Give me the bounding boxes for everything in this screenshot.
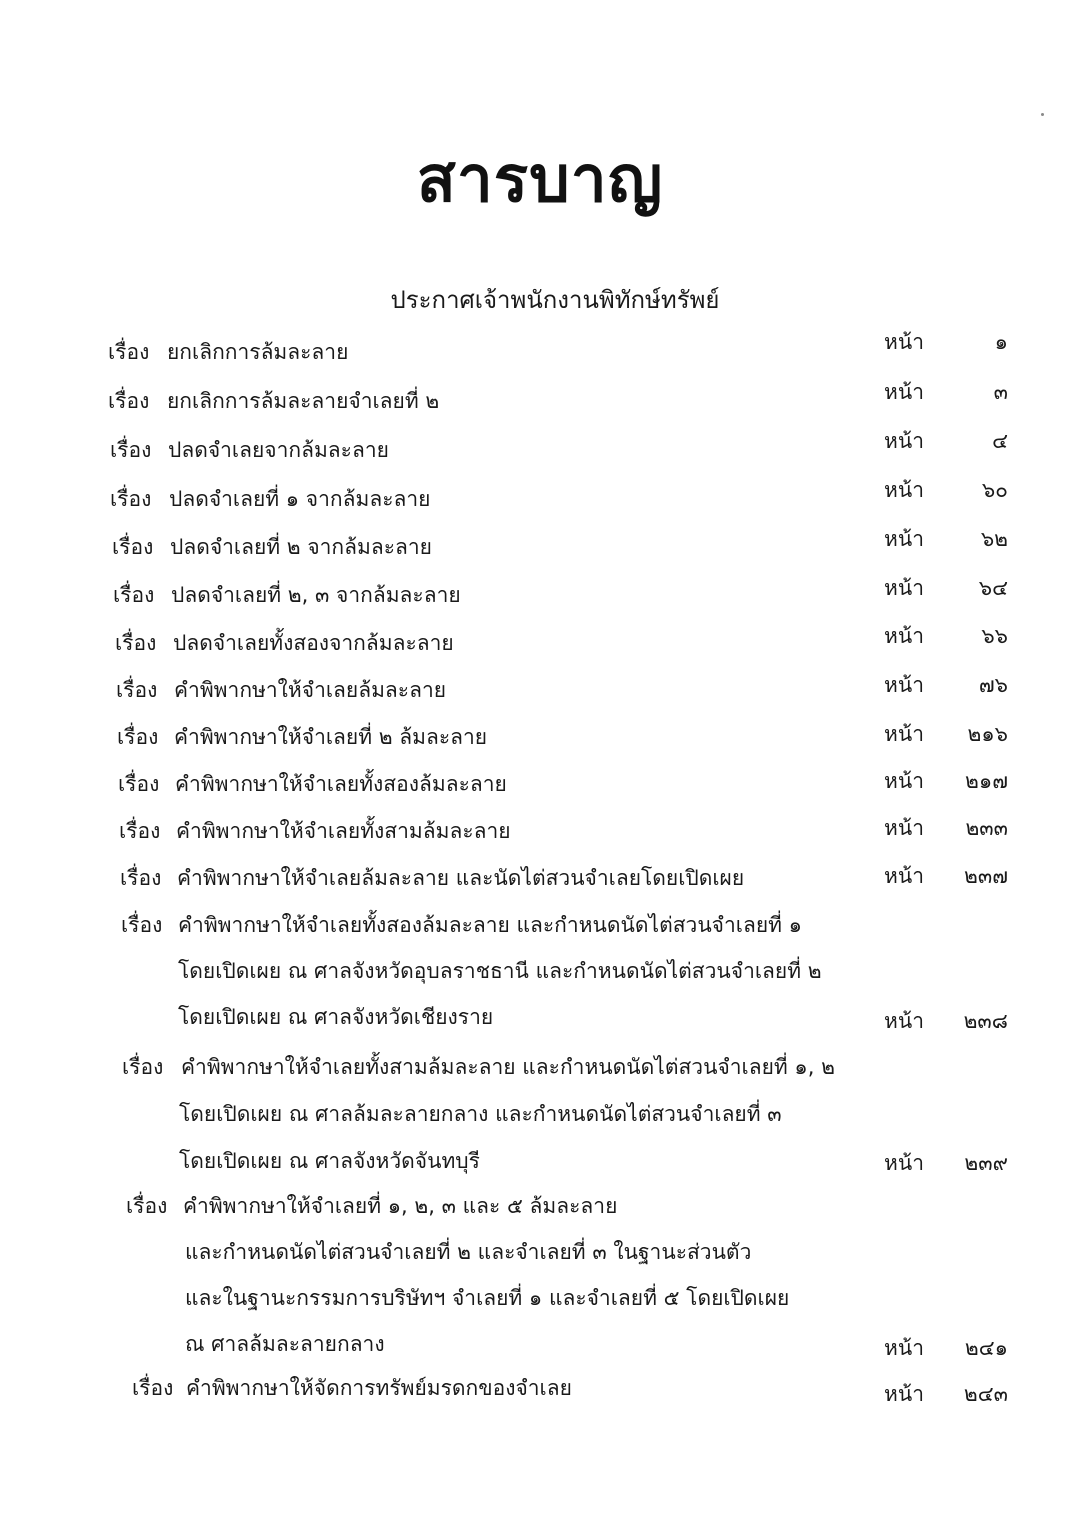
toc-page-number: ๒๑๖ — [967, 722, 1008, 746]
toc-page-number: ๖๔ — [978, 576, 1008, 600]
toc-page-number: ๒๓๙ — [964, 1151, 1008, 1175]
toc-page-label: หน้า — [884, 1151, 924, 1175]
toc-entry-label: เรื่อง — [119, 819, 161, 843]
toc-entry-text: ปลดจำเลยที่ ๑ จากล้มละลาย — [169, 487, 431, 511]
toc-page-label: หน้า — [884, 722, 924, 746]
toc-entry-text: ยกเลิกการล้มละลายจำเลยที่ ๒ — [167, 389, 440, 413]
toc-page-number: ๒๓๓ — [965, 816, 1008, 840]
toc-entry-text: คำพิพากษาให้จัดการทรัพย์มรดกของจำเลย — [186, 1376, 572, 1400]
toc-entry-text: ปลดจำเลยที่ ๒ จากล้มละลาย — [170, 535, 432, 559]
toc-entry-text: และกำหนดนัดไต่สวนจำเลยที่ ๒ และจำเลยที่ ๓ ในฐานะส่วนตัว — [185, 1240, 752, 1264]
toc-entry-text: ยกเลิกการล้มละลาย — [167, 340, 349, 364]
toc-entry-text: โดยเปิดเผย ณ ศาลล้มละลายกลาง และกำหนดนัดไต่สวนจำเลยที่ ๓ — [179, 1102, 782, 1126]
toc-page-label: หน้า — [884, 576, 924, 600]
toc-page-label: หน้า — [884, 478, 924, 502]
toc-entry-text: ปลดจำเลยทั้งสองจากล้มละลาย — [173, 631, 454, 655]
toc-page-label: หน้า — [884, 527, 924, 551]
toc-entry-label: เรื่อง — [117, 725, 159, 749]
toc-page-number: ๒๓๘ — [963, 1009, 1008, 1033]
toc-page-label: หน้า — [884, 1009, 924, 1033]
page-title: สารบาญ — [416, 142, 664, 217]
toc-page-label: หน้า — [884, 673, 924, 697]
toc-page-number: ๒๓๗ — [964, 864, 1008, 888]
toc-page-label: หน้า — [884, 1382, 924, 1406]
toc-page-number: ๖๐ — [981, 478, 1008, 502]
toc-entry-text: ปลดจำเลยที่ ๒, ๓ จากล้มละลาย — [171, 583, 461, 607]
toc-entry-label: เรื่อง — [120, 866, 162, 890]
toc-entry-text: ณ ศาลล้มละลายกลาง — [185, 1332, 385, 1356]
toc-entry-label: เรื่อง — [122, 1055, 164, 1079]
toc-entry-label: เรื่อง — [112, 535, 154, 559]
toc-entry-label: เรื่อง — [110, 438, 152, 462]
toc-entry-label: เรื่อง — [126, 1194, 168, 1218]
toc-page-label: หน้า — [884, 624, 924, 648]
toc-entry-text: คำพิพากษาให้จำเลยทั้งสามล้มละลาย — [176, 819, 511, 843]
toc-page-number: ๖๖ — [981, 624, 1008, 648]
toc-page-number: ๖๒ — [980, 527, 1008, 551]
toc-entry-label: เรื่อง — [121, 913, 163, 937]
toc-page-number: ๒๔๓ — [963, 1382, 1008, 1406]
toc-page-label: หน้า — [884, 429, 924, 453]
toc-entry-text: คำพิพากษาให้จำเลยล้มละลาย — [174, 678, 447, 702]
toc-entry-text: ปลดจำเลยจากล้มละลาย — [168, 438, 389, 462]
toc-entry-label: เรื่อง — [113, 583, 155, 607]
toc-entry-label: เรื่อง — [115, 631, 157, 655]
toc-entry-text: โดยเปิดเผย ณ ศาลจังหวัดเชียงราย — [178, 1005, 494, 1029]
toc-page-label: หน้า — [884, 816, 924, 840]
toc-page-number: ๒๑๗ — [965, 769, 1008, 793]
toc-entry-text: โดยเปิดเผย ณ ศาลจังหวัดจันทบุรี — [179, 1149, 480, 1173]
section-heading: ประกาศเจ้าพนักงานพิทักษ์ทรัพย์ — [390, 286, 720, 314]
toc-entry-text: โดยเปิดเผย ณ ศาลจังหวัดอุบลราชธานี และกำหนดนัดไต่สวนจำเลยที่ ๒ — [178, 959, 822, 983]
toc-page-label: หน้า — [884, 380, 924, 404]
toc-page-number: ๔ — [992, 429, 1008, 453]
toc-page-label: หน้า — [884, 769, 924, 793]
toc-entry-text: คำพิพากษาให้จำเลยที่ ๒ ล้มละลาย — [174, 725, 488, 749]
toc-page-label: หน้า — [884, 330, 924, 354]
toc-entry-text: คำพิพากษาให้จำเลยทั้งสามล้มละลาย และกำหนดนัดไต่สวนจำเลยที่ ๑, ๒ — [181, 1055, 835, 1079]
toc-entry-label: เรื่อง — [108, 340, 150, 364]
toc-page-label: หน้า — [884, 1336, 924, 1360]
toc-page-number: ๒๔๑ — [964, 1336, 1008, 1360]
toc-entry-label: เรื่อง — [116, 678, 158, 702]
toc-page-number: ๑ — [994, 330, 1008, 354]
toc-entry-text: คำพิพากษาให้จำเลยทั้งสองล้มละลาย และกำหนดนัดไต่สวนจำเลยที่ ๑ — [178, 913, 802, 937]
toc-entry-label: เรื่อง — [118, 772, 160, 796]
toc-entry-text: คำพิพากษาให้จำเลยทั้งสองล้มละลาย — [175, 772, 507, 796]
toc-entry-text: และในฐานะกรรมการบริษัทฯ จำเลยที่ ๑ และจำเลยที่ ๕ โดยเปิดเผย — [185, 1286, 790, 1310]
scan-speck — [1041, 113, 1044, 116]
toc-page-number: ๓ — [993, 380, 1008, 404]
toc-entry-label: เรื่อง — [132, 1376, 174, 1400]
toc-page-number: ๗๖ — [978, 673, 1008, 697]
toc-entry-label: เรื่อง — [110, 487, 152, 511]
toc-page-label: หน้า — [884, 864, 924, 888]
toc-entry-text: คำพิพากษาให้จำเลยล้มละลาย และนัดไต่สวนจำเลยโดยเปิดเผย — [177, 866, 745, 890]
toc-entry-text: คำพิพากษาให้จำเลยที่ ๑, ๒, ๓ และ ๕ ล้มละลาย — [183, 1194, 618, 1218]
toc-entry-label: เรื่อง — [108, 389, 150, 413]
